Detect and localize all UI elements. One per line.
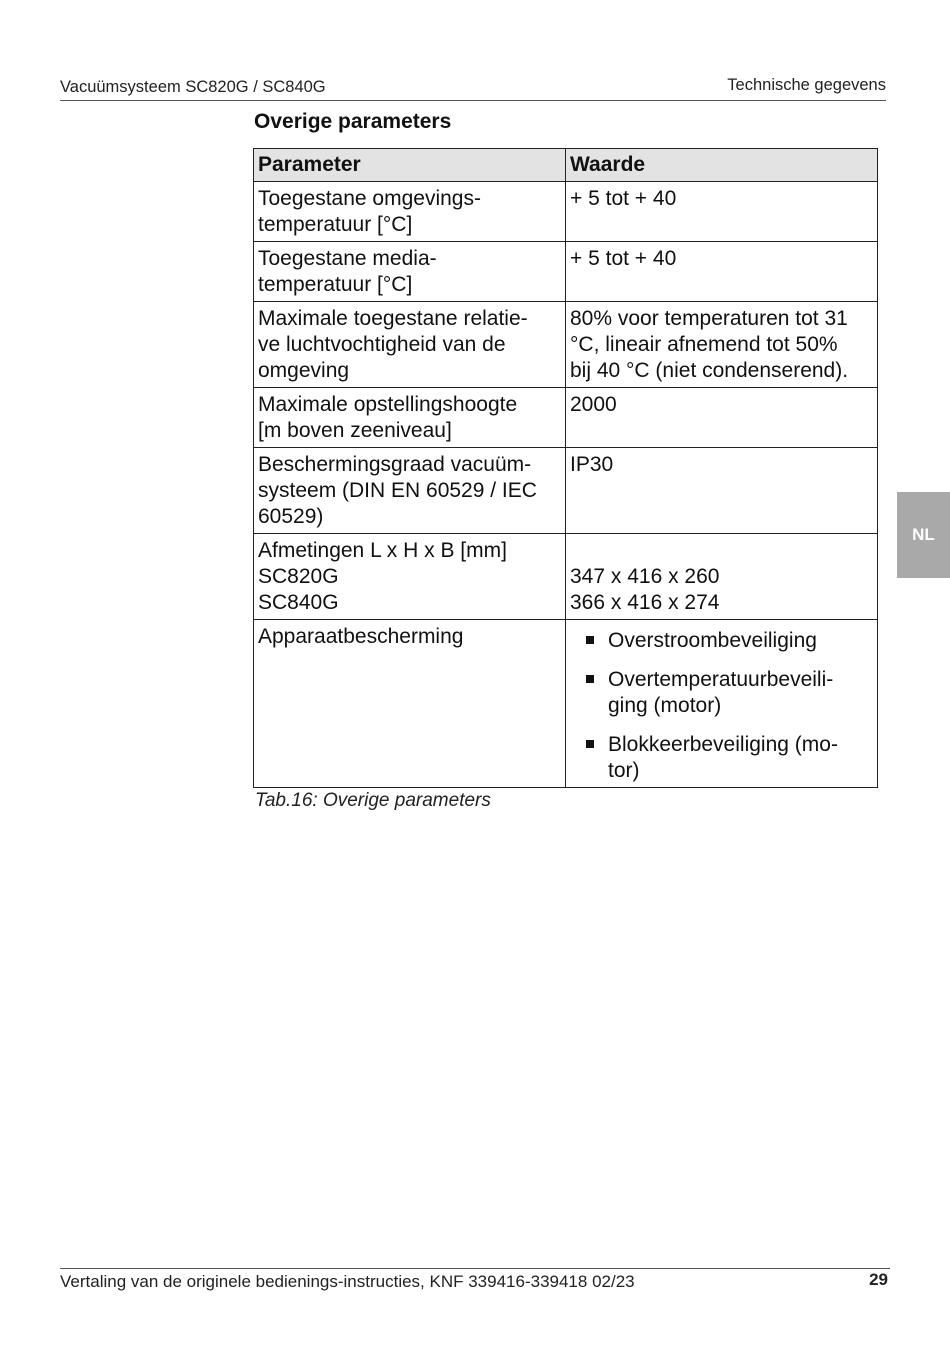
cell-line: 80% voor temperaturen tot 31 xyxy=(570,307,848,330)
cell-line: Overtemperatuurbeveili- xyxy=(608,668,834,691)
cell-line: temperatuur [°C] xyxy=(258,213,413,236)
table-row xyxy=(254,242,878,302)
cell-line: ve luchtvochtigheid van de xyxy=(258,333,506,356)
header-document-title: Vacuümsysteem SC820G / SC840G xyxy=(60,78,326,96)
table-row xyxy=(254,448,878,534)
table-row xyxy=(254,620,878,788)
parameters-table xyxy=(253,148,878,788)
cell-line: 347 x 416 x 260 xyxy=(570,565,720,588)
table-row xyxy=(254,388,878,448)
page-number: 29 xyxy=(869,1270,888,1289)
cell-parameter xyxy=(254,182,566,242)
language-tab-label: NL xyxy=(912,525,935,544)
cell-parameter xyxy=(254,534,566,620)
table-row xyxy=(254,182,878,242)
cell-line: [m boven zeeniveau] xyxy=(258,419,452,442)
footer-divider xyxy=(60,1268,890,1269)
cell-value xyxy=(566,182,878,242)
cell-parameter xyxy=(254,620,566,788)
table-row xyxy=(254,534,878,620)
cell-line: + 5 tot + 40 xyxy=(570,187,677,210)
square-bullet-icon xyxy=(586,636,594,644)
cell-line: Afmetingen L x H x B [mm] xyxy=(258,539,507,562)
cell-line: Beschermingsgraad vacuüm- xyxy=(258,453,532,476)
cell-value xyxy=(566,534,878,620)
list-item xyxy=(570,732,873,784)
cell-parameter xyxy=(254,242,566,302)
protection-list xyxy=(570,628,873,784)
cell-line: + 5 tot + 40 xyxy=(570,247,677,270)
footer-text: Vertaling van de originele bedienings-instructies, KNF 339416-339418 02/23 xyxy=(60,1272,635,1291)
cell-parameter xyxy=(254,302,566,388)
cell-line: Toegestane media- xyxy=(258,247,437,270)
cell-value xyxy=(566,302,878,388)
list-item xyxy=(570,667,873,719)
table-caption: Tab.16: Overige parameters xyxy=(255,790,491,811)
cell-line: SC840G xyxy=(258,591,339,614)
cell-value xyxy=(566,620,878,788)
cell-line: IP30 xyxy=(570,453,614,476)
cell-line: temperatuur [°C] xyxy=(258,273,413,296)
cell-line: 60529) xyxy=(258,505,324,528)
column-header-waarde: Waarde xyxy=(566,149,878,182)
cell-line: tor) xyxy=(608,759,640,782)
cell-value xyxy=(566,448,878,534)
cell-line: bij 40 °C (niet condenserend). xyxy=(570,359,849,382)
table-row xyxy=(254,302,878,388)
cell-line: °C, lineair afnemend tot 50% xyxy=(570,333,838,356)
cell-line: Toegestane omgevings- xyxy=(258,187,481,210)
cell-line: 366 x 416 x 274 xyxy=(570,591,720,614)
cell-line: SC820G xyxy=(258,565,339,588)
cell-parameter xyxy=(254,448,566,534)
cell-line: Apparaatbescherming xyxy=(258,625,464,648)
language-tab xyxy=(897,492,950,578)
cell-line: Overstroombeveiliging xyxy=(608,629,817,652)
cell-line: 2000 xyxy=(570,393,617,416)
section-title: Overige parameters xyxy=(254,110,452,133)
list-item xyxy=(570,628,873,654)
cell-parameter xyxy=(254,388,566,448)
cell-value xyxy=(566,388,878,448)
table-header-row xyxy=(254,149,878,182)
cell-line: Blokkeerbeveiliging (mo- xyxy=(608,733,838,756)
square-bullet-icon xyxy=(586,675,594,683)
cell-line xyxy=(570,538,873,564)
cell-line: systeem (DIN EN 60529 / IEC xyxy=(258,479,537,502)
cell-line: Maximale toegestane relatie- xyxy=(258,307,528,330)
header-chapter-title: Technische gegevens xyxy=(727,76,886,94)
square-bullet-icon xyxy=(586,740,594,748)
cell-line: Maximale opstellingshoogte xyxy=(258,393,518,416)
cell-line: omgeving xyxy=(258,359,350,382)
header-divider xyxy=(60,100,886,101)
column-header-parameter: Parameter xyxy=(254,149,566,182)
cell-value xyxy=(566,242,878,302)
cell-line: ging (motor) xyxy=(608,694,722,717)
